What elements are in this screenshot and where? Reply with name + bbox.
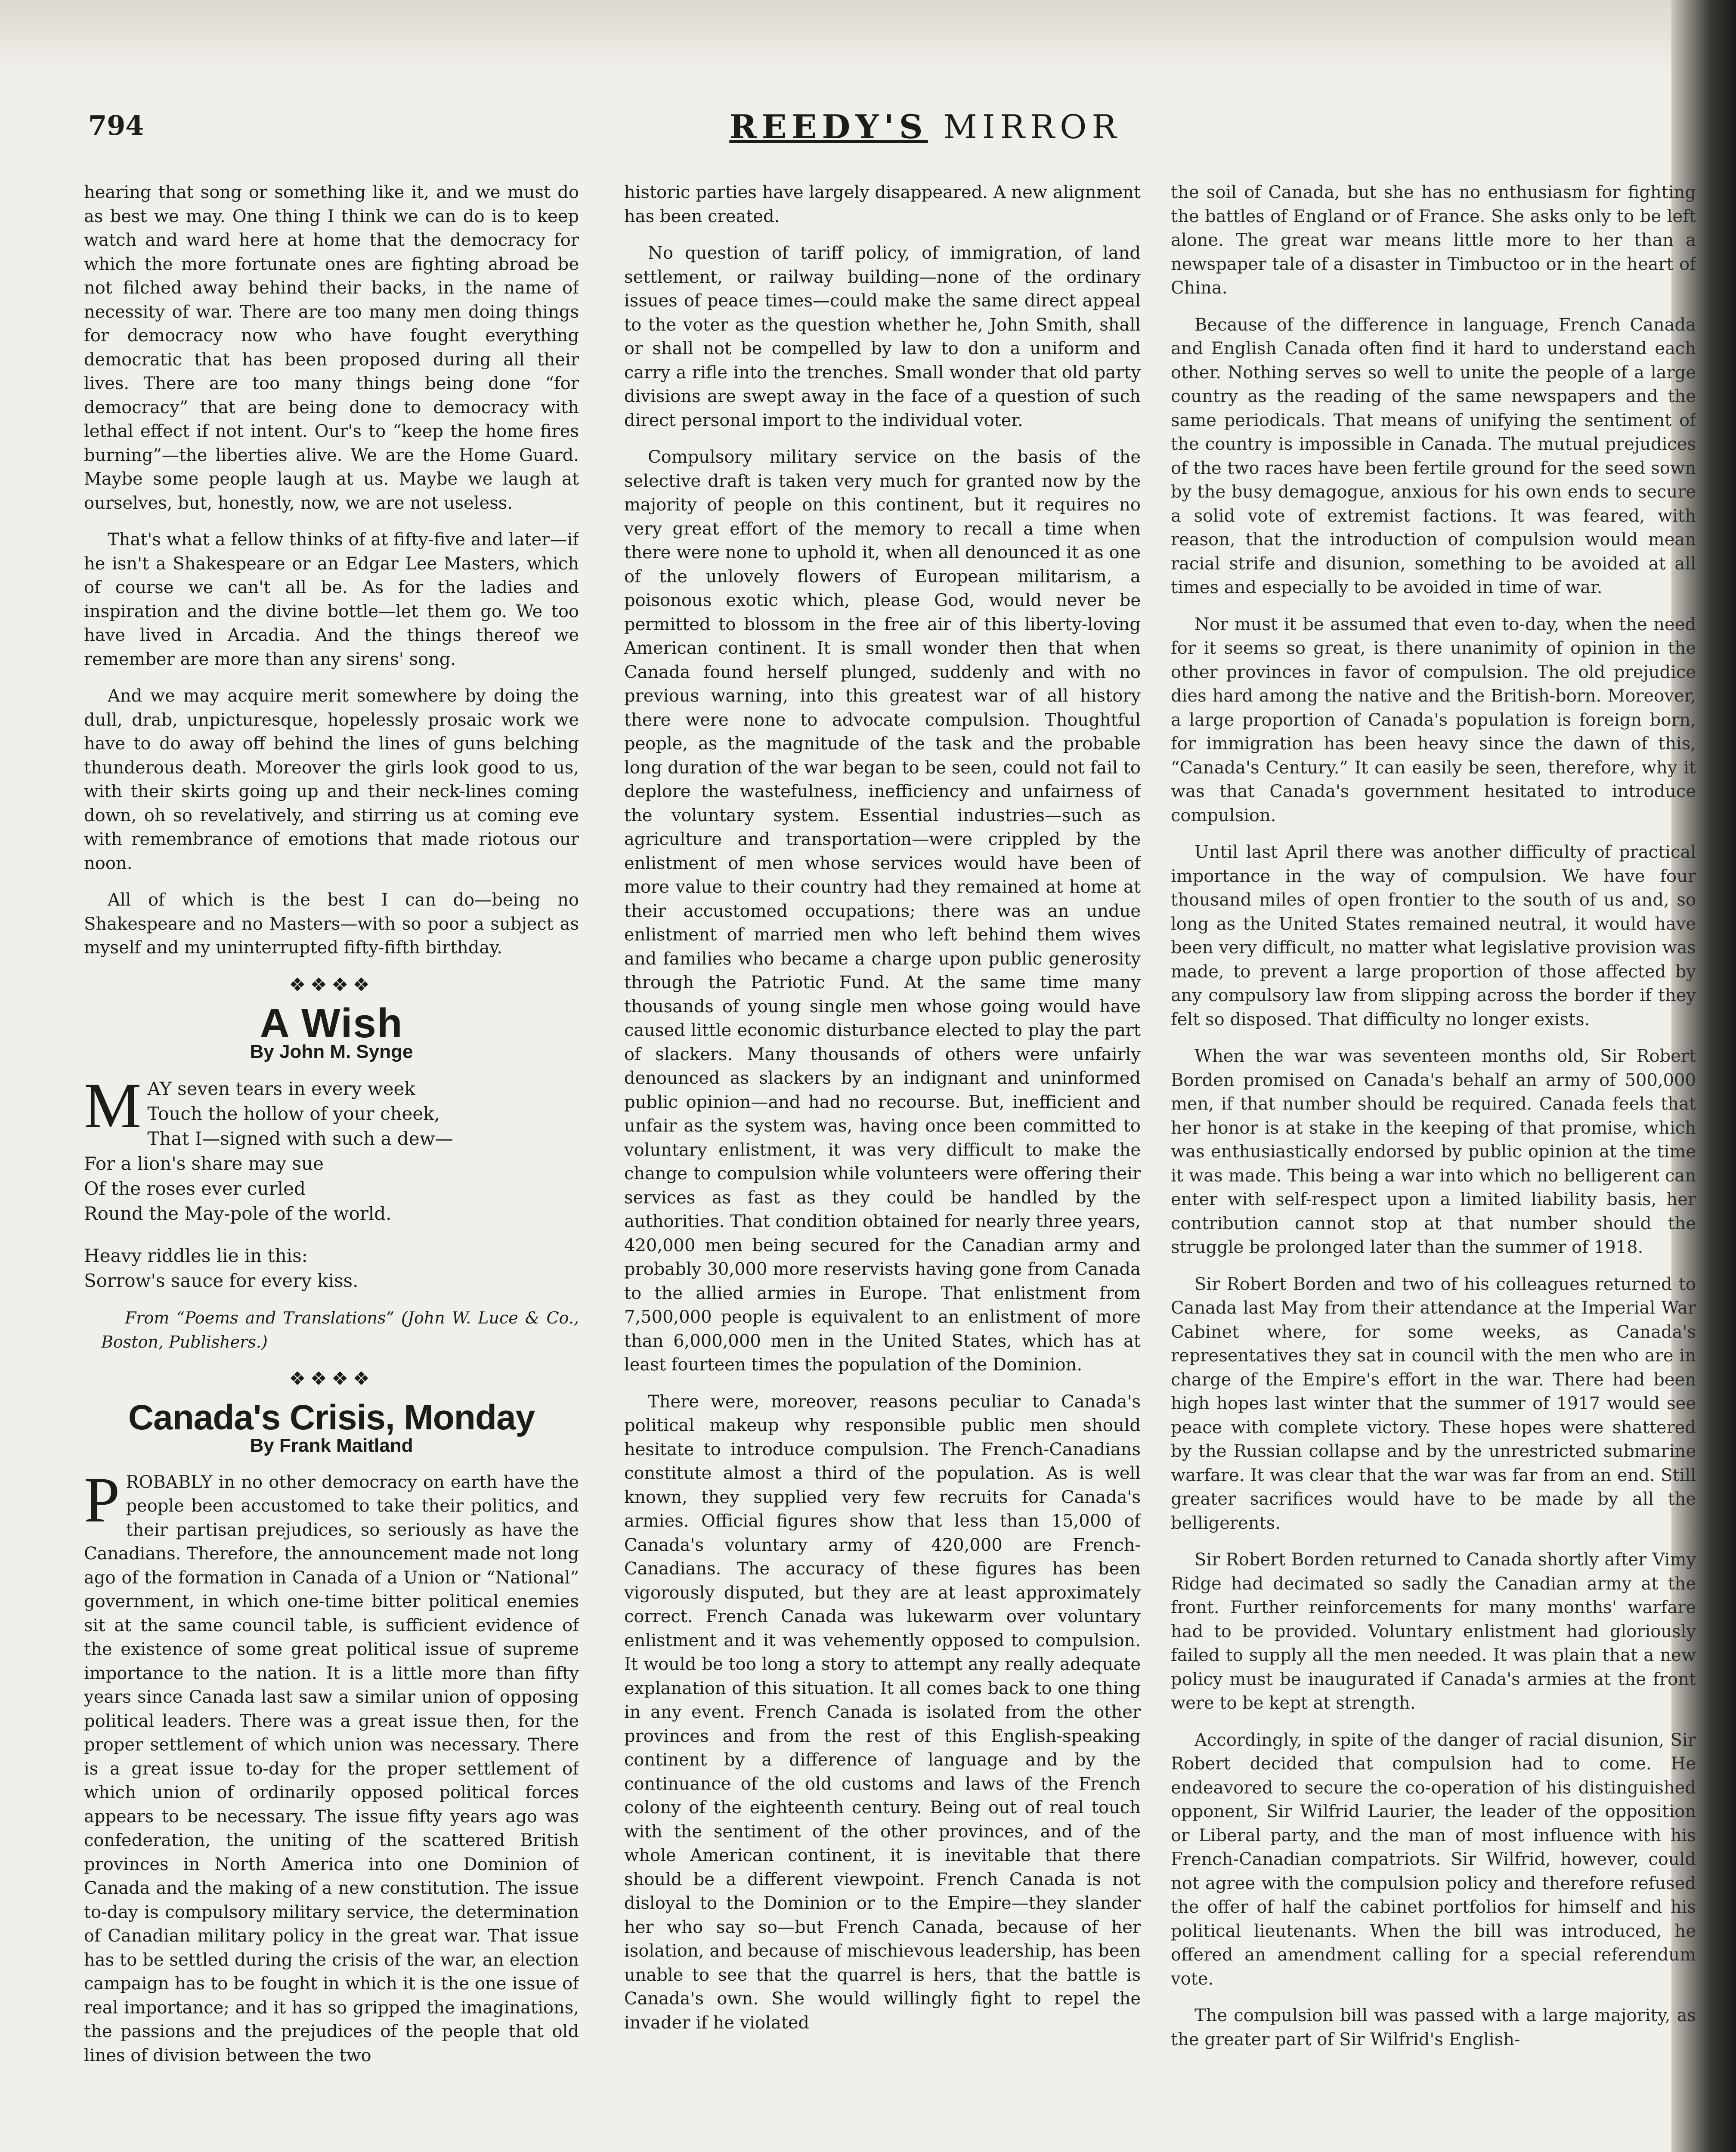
paragraph: Accordingly, in spite of the danger of racial disunion, Sir Robert decided that compulsion had to come. He endeavored to secure the co-operation of his distinguished opponent, Sir Wilfrid Laurier, the leader of the opposition or Liberal party, and the man of most influence with his French-Canadian compatriots. Sir Wilfrid, however, could not agree with the compulsion policy and therefore refused the offer of half the cabinet portfolios for himself and his political lieutenants. When the bill was introduced, he offered an amendment calling for a special referendum vote. bbox=[1171, 1730, 1696, 1989]
paragraph: That's what a fellow thinks of at fifty-five and later—if he isn't a Shakespeare or an Edgar Lee Masters, which of course we can't all be. As for the ladies and inspiration and the divine bottle—let them go. We too have lived in Arcadia. And the things thereof we remember are more than any sirens' song. bbox=[84, 530, 579, 669]
poem-source: From “Poems and Translations” (John W. Luce & Co., Boston, Publishers.) bbox=[101, 1308, 579, 1351]
paragraph: hearing that song or something like it, and we must do as best we may. One thing I think we can do is to keep watch and ward here at home that the democracy for which the more fortunate ones are fighting abroad be not filched away behind their backs, in the name of necessity of war. There are too many men doing things for democracy now who have fought everything democratic that has been proposed during all their lives. There are too many things being done “for democracy” that are being done to democracy with lethal effect if not intent. Our's to “keep the home fires burning”—the liberties alive. We are the Home Guard. Maybe some people laugh at us. Maybe we laugh at ourselves, but, honestly, now, we are not useless. bbox=[84, 182, 579, 513]
poem-drop-cap: M bbox=[84, 1070, 142, 1141]
paragraph: When the war was seventeen months old, Sir Robert Borden promised on Canada's behalf an army of 500,000 men, if that number should be required. Canada feels that her honor is at stake in the keeping of that promise, which was enthusiastically endorsed by public opinion at the time it was made. This being a war into which no belligerent can enter with self-respect upon a limited liability basis, her contribution cannot stop at that number should the struggle be prolonged later than the summer of 1918. bbox=[1171, 1046, 1696, 1257]
column-3 bbox=[1171, 181, 1696, 2152]
poem-line: Touch the hollow of your cheek, bbox=[147, 1103, 440, 1124]
poem-line: Sorrow's sauce for every kiss. bbox=[84, 1270, 359, 1291]
paragraph: And we may acquire merit somewhere by doing the dull, drab, unpicturesque, hopelessly prosaic work we have to do away off behind the lines of guns belching thunderous death. Moreover the girls look good to us, with their skirts going up and their neck-lines coming down, oh so revelatively, and stirring us at coming eve with remembrance of emotions that made riotous our noon. bbox=[84, 686, 579, 873]
masthead-reedys: REEDY'S bbox=[729, 108, 928, 146]
paragraph: All of which is the best I can do—being no Shakespeare and no Masters—with so poor a subject as myself and my uninterrupted fifty-fifth birthday. bbox=[84, 890, 579, 958]
article-title-a-wish: A Wish bbox=[260, 1000, 403, 1046]
paragraph bbox=[84, 1464, 579, 2068]
poem-line: AY seven tears in every week bbox=[147, 1078, 415, 1099]
masthead-mirror: MIRROR bbox=[943, 108, 1122, 146]
column-1 bbox=[84, 181, 579, 2152]
paragraph: Until last April there was another difficulty of practical importance in the way of compulsion. We have four thousand miles of open frontier to the south of us and, so long as the United States remained neutral, it would have been very difficult, no matter what legislative provision was made, to prevent a large proportion of those affected by any compulsory law from slipping across the border if they felt so disposed. That difficulty no longer exists. bbox=[1171, 842, 1696, 1030]
column-2 bbox=[624, 181, 1141, 2152]
poem-line: Heavy riddles lie in this: bbox=[84, 1245, 308, 1266]
paragraph: Nor must it be assumed that even to-day, when the need for it seems so great, is there unanimity of opinion in the other provinces in favor of compulsion. The old prejudice dies hard among the native and the British-born. Moreover, a large proportion of Canada's population is foreign born, for immigration has been heavy since the dawn of this, “Canada's Century.” It can easily be seen, therefore, why it was that Canada's government hesitated to introduce compulsion. bbox=[1171, 614, 1696, 826]
paragraph: Compulsory military service on the basis of the selective draft is taken very much for granted now by the majority of people on this continent, but it requires no very great effort of the memory to recall a time when there were none to uphold it, when all denounced it as one of the unlovely flowers of European militarism, a poisonous exotic which, please God, would never be permitted to blossom in the free air of this liberty-loving American continent. It is small wonder then that when Canada found herself plunged, suddenly and with no previous warning, into this greatest war of all history there were none to advocate compulsion. Thoughtful people, as the magnitude of the task and the probable long duration of the war began to be seen, could not fail to deplore the wastefulness, inefficiency and unfairness of the voluntary system. Essential industries—such as agriculture and transportation—were crippled by the enlistment of men whose services would have been of more value to their country had they remained at home at their accustomed occupations; there was an undue enlistment of married men who left behind them wives and families who became a charge upon public generosity through the Patriotic Fund. At the same time many thousands of young single men whose going would have caused little economic disturbance elected to play the part of slackers. Many thousands of others were unfairly denounced as slackers by an indignant and uninformed public opinion—and had no recourse. But, inefficient and unfair as the system was, having once been committed to voluntary enlistment, it was very difficult to make the change to compulsion while volunteers were offering their services as fast as they could be handled by the authorities. That condition obtained for nearly three years, 420,000 men being secured for the Canadian army and probably 30,000 more reservists having gone from Canada to the allied armies in Europe. That enlistment from 7,500,000 people is equivalent to an enlistment of more than 6,000,000 men in the United States, which has at least fourteen times the population of the Dominion. bbox=[624, 447, 1141, 1375]
paragraph: The compulsion bill was passed with a large majority, as the greater part of Sir Wilfrid's English- bbox=[1171, 2006, 1696, 2050]
article-title-canadas-crisis: Canada's Crisis, Monday bbox=[128, 1398, 535, 1437]
paragraph: There were, moreover, reasons peculiar to Canada's political makeup why responsible public men should hesitate to introduce compulsion. The French-Canadians constitute almost a third of the population. As is well known, they supplied very few recruits for Canada's armies. Official figures show that less than 15,000 of Canada's voluntary army of 420,000 are French-Canadians. The accuracy of these figures has been vigorously disputed, but they are at least approximately correct. French Canada was lukewarm over voluntary enlistment and it was vehemently opposed to compulsion. It would be too long a story to attempt any really adequate explanation of this situation. It all comes back to one thing in any event. French Canada is isolated from the other provinces and from the rest of this English-speaking continent by a difference of language and by the continuance of the old customs and laws of the French colony of the eighteenth century. Being out of real touch with the sentiment of the other provinces, and of the whole American continent, it is inevitable that there should be a different viewpoint. French Canada is not disloyal to the Dominion or to the Empire—they slander her who say so—but French Canada, because of her isolation, and because of mischievous leadership, has been unable to see that the quarrel is hers, that the battle is Canada's own. She would willingly fight to repel the invader if he violated bbox=[624, 1391, 1141, 2033]
poem-line: Of the roses ever curled bbox=[84, 1178, 306, 1199]
masthead bbox=[710, 108, 1141, 146]
poem bbox=[84, 1070, 579, 1293]
paragraph: Because of the difference in language, French Canada and English Canada often find it hard to understand each other. Nothing serves so well to unite the people of a large country as the reading of the same newspapers and the same periodicals. That means of unifying the sentiment of the country is impossible in Canada. The mutual prejudices of the two races have been fertile ground for the seed sown by the busy demagogue, anxious for his own ends to secure a solid vote of extremist factions. It was feared, with reason, that the introduction of compulsion would mean racial strife and disunion, something to be avoided at all times and especially to be avoided in time of war. bbox=[1171, 315, 1696, 597]
section-separator: ❖❖❖❖ bbox=[289, 1368, 374, 1390]
article-drop-cap: P bbox=[84, 1464, 120, 1536]
byline-maitland: By Frank Maitland bbox=[250, 1435, 413, 1456]
poem-line: For a lion's share may sue bbox=[84, 1153, 324, 1174]
paragraph: the soil of Canada, but she has no enthusiasm for fighting the battles of England or of France. She asks only to be left alone. The great war means little more to her than a newspaper tale of a disaster in Timbuctoo or in the heart of China. bbox=[1171, 182, 1696, 298]
page-shadow-top bbox=[0, 0, 1671, 73]
paragraph: No question of tariff policy, of immigration, of land settlement, or railway building—none of the ordinary issues of peace times—could make the same direct appeal to the voter as the question whether he, John Smith, shall or shall not be compelled by law to don a uniform and carry a rifle into the trenches. Small wonder that old party divisions are swept away in the face of a question of such direct personal import to the individual voter. bbox=[624, 243, 1141, 430]
byline-synge: By John M. Synge bbox=[250, 1041, 413, 1062]
section-separator: ❖❖❖❖ bbox=[289, 974, 374, 996]
paragraph: Sir Robert Borden returned to Canada shortly after Vimy Ridge had decimated so sadly the Canadian army at the front. Further reinforcements for many months' warfare had to be provided. Voluntary enlistment had gloriously failed to supply all the men needed. It was plain that a new policy must be inaugurated if Canada's armies at the front were to be kept at strength. bbox=[1171, 1550, 1696, 1713]
poem-line: Round the May-pole of the world. bbox=[84, 1203, 392, 1224]
poem-line: That I—signed with such a dew— bbox=[147, 1128, 453, 1149]
page-number: 794 bbox=[88, 110, 144, 141]
paragraph: historic parties have largely disappeared. A new alignment has been created. bbox=[624, 182, 1141, 226]
paragraph: Sir Robert Borden and two of his colleagues returned to Canada last May from their attendance at the Imperial War Cabinet where, for some weeks, as Canada's representatives they sat in council with the men who are in charge of the Empire's effort in the war. There had been high hopes last winter that the summer of 1917 would see peace with complete victory. These hopes were shattered by the Russian collapse and by the unrestricted submarine warfare. It was clear that the war was far from an end. Still greater sacrifices would have to be made by all the belligerents. bbox=[1171, 1274, 1696, 1533]
paragraph-text: ROBABLY in no other democracy on earth have the people been accustomed to take their politics, and their partisan prejudices, so seriously as have the Canadians. Therefore, the announcement made not long ago of the formation in Canada of a Union or “National” government, in which one-time bitter political enemies sit at the same council table, is sufficient evidence of the existence of some great political issue of supreme importance to the nation. It is a little more than fifty years since Canada last saw a similar union of opposing political leaders. There was a great issue then, for the proper settlement of which union was necessary. There is a great issue to-day for the proper settlement of which union of ordinarily opposed political forces appears to be necessary. The issue fifty years ago was confederation, the uniting of the scattered British provinces in North America into one Dominion of Canada and the making of a new constitution. The issue to-day is compulsory military service, the determination of Canadian military policy in the great war. That issue has to be settled during the crisis of the war, an election campaign has to be fought in which it is the one issue of real importance; and it has so gripped the imaginations, the passions and the prejudices of the people that old lines of division between the two bbox=[84, 1472, 579, 2065]
